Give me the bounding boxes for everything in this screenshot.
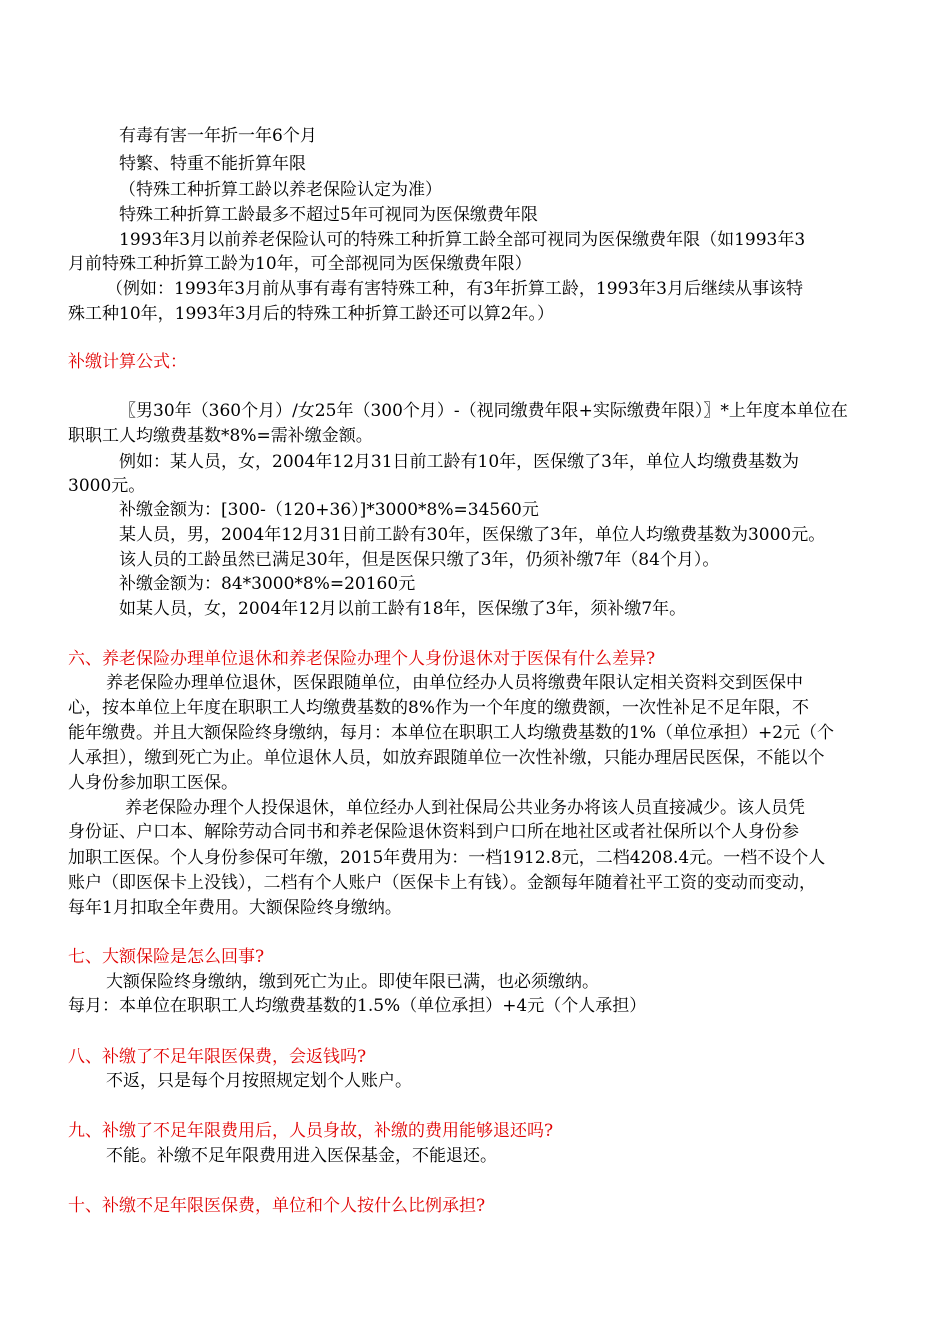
text-line: 人身份参加职工医保。 — [68, 773, 238, 793]
text-line: 补缴金额为：84*3000*8%=20160元 — [119, 574, 416, 594]
text-line: 特殊工种折算工龄最多不超过5年可视同为医保缴费年限 — [119, 205, 538, 225]
text-line: 每年1月扣取全年费用。大额保险终身缴纳。 — [68, 898, 402, 918]
text-line: 例如：某人员，女，2004年12月31日前工龄有10年，医保缴了3年，单位人均缴费基数为 — [119, 452, 799, 472]
text-line: 殊工种10年，1993年3月后的特殊工种折算工龄还可以算2年。） — [68, 304, 555, 324]
text-line: （例如：1993年3月前从事有毒有害特殊工种，有3年折算工龄，1993年3月后继续从事该特 — [106, 279, 803, 299]
section-heading: 七、大额保险是怎么回事? — [68, 947, 265, 967]
text-line: 有毒有害一年折一年6个月 — [119, 126, 317, 146]
text-line: 某人员，男，2004年12月31日前工龄有30年，医保缴了3年，单位人均缴费基数为3000元。 — [119, 525, 826, 545]
text-line: 1993年3月以前养老保险认可的特殊工种折算工龄全部可视同为医保缴费年限（如1993年3 — [119, 230, 806, 250]
text-line: 养老保险办理单位退休，医保跟随单位，由单位经办人员将缴费年限认定相关资料交到医保中 — [106, 673, 803, 693]
section-heading: 八、补缴了不足年限医保费，会返钱吗? — [68, 1047, 367, 1067]
text-line: 不返，只是每个月按照规定划个人账户。 — [106, 1071, 412, 1091]
text-line: 如某人员，女，2004年12月以前工龄有18年，医保缴了3年，须补缴7年。 — [119, 599, 687, 619]
text-line: 月前特殊工种折算工龄为10年，可全部视同为医保缴费年限） — [68, 254, 532, 274]
text-line: 3000元。 — [68, 476, 146, 496]
text-line: 〖男30年（360个月）/女25年（300个月）-（视同缴费年限+实际缴费年限）〗*上年度本单位在 — [119, 401, 848, 421]
text-line: 职职工人均缴费基数*8%=需补缴金额。 — [68, 426, 373, 446]
text-line: 大额保险终身缴纳，缴到死亡为止。即使年限已满，也必须缴纳。 — [106, 972, 599, 992]
section-heading: 六、养老保险办理单位退休和养老保险办理个人身份退休对于医保有什么差异? — [68, 649, 656, 669]
text-line: 每月：本单位在职职工人均缴费基数的1.5%（单位承担）+4元（个人承担） — [68, 996, 647, 1016]
text-line: 人承担），缴到死亡为止。单位退休人员，如放弃跟随单位一次性补缴，只能办理居民医保，不能以个 — [68, 748, 825, 768]
text-line: 该人员的工龄虽然已满足30年，但是医保只缴了3年，仍须补缴7年（84个月）。 — [119, 550, 720, 570]
text-line: 养老保险办理个人投保退休，单位经办人到社保局公共业务办将该人员直接减少。该人员凭 — [125, 798, 805, 818]
text-line: 特繁、特重不能折算年限 — [119, 154, 306, 174]
text-line: 身份证、户口本、解除劳动合同书和养老保险退休资料到户口所在地社区或者社保所以个人身份参 — [68, 822, 799, 842]
section-heading: 九、补缴了不足年限费用后，人员身故，补缴的费用能够退还吗? — [68, 1121, 554, 1141]
text-line: 补缴金额为：[300-（120+36）]*3000*8%=34560元 — [119, 500, 539, 520]
text-line: （特殊工种折算工龄以养老保险认定为准） — [119, 180, 442, 200]
section-heading: 十、补缴不足年限医保费，单位和个人按什么比例承担? — [68, 1196, 486, 1216]
text-line: 加职工医保。个人身份参保可年缴，2015年费用为：一档1912.8元，二档4208.4元。一档不设个人 — [68, 848, 826, 868]
text-line: 心，按本单位上年度在职职工人均缴费基数的8%作为一个年度的缴费额，一次性补足不足年限，不 — [68, 698, 809, 718]
text-line: 能年缴费。并且大额保险终身缴纳，每月：本单位在职职工人均缴费基数的1%（单位承担）+2元（个 — [68, 723, 835, 743]
section-heading: 补缴计算公式： — [68, 352, 187, 372]
text-line: 账户（即医保卡上没钱），二档有个人账户（医保卡上有钱）。金额每年随着社平工资的变动而变动， — [68, 873, 816, 893]
text-line: 不能。补缴不足年限费用进入医保基金，不能退还。 — [106, 1146, 497, 1166]
